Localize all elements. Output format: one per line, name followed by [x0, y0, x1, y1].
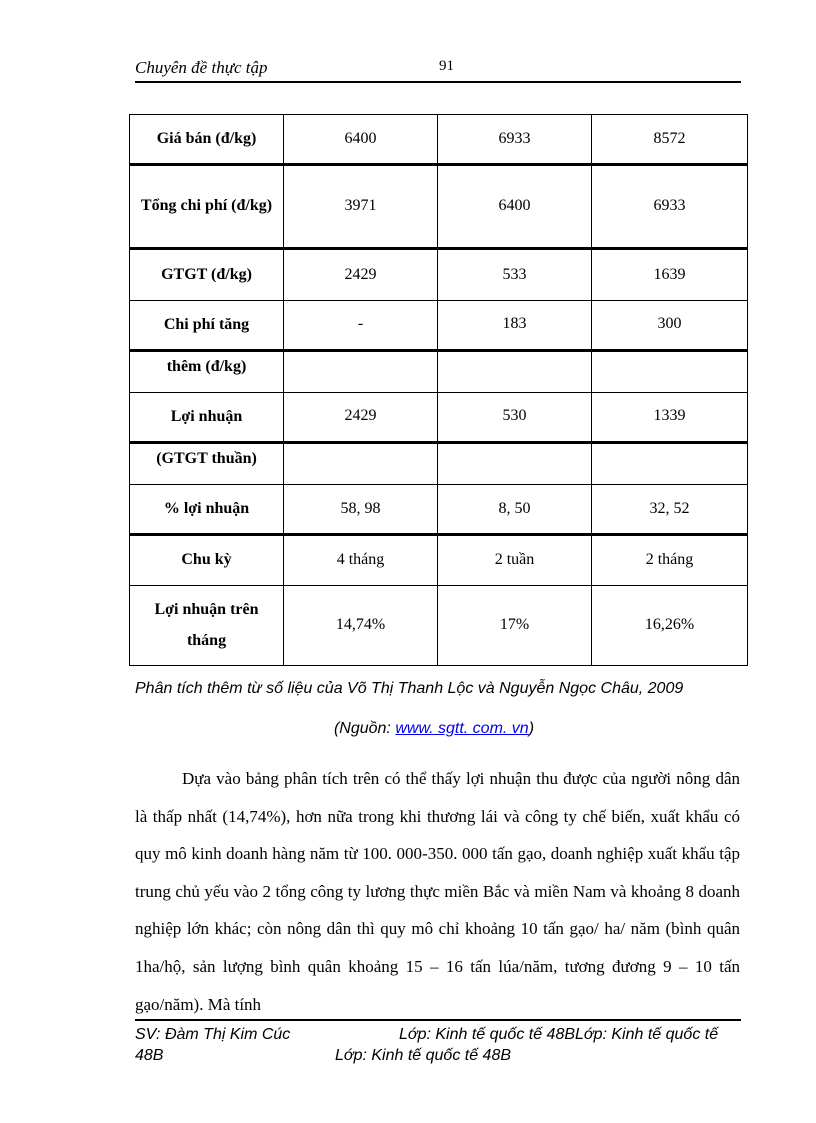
row-label: Lợi nhuận trên tháng	[130, 586, 284, 666]
table-cell: 58, 98	[284, 485, 438, 535]
source-suffix: )	[528, 720, 535, 737]
table-cell: 4 tháng	[284, 535, 438, 586]
body-paragraph: Dựa vào bảng phân tích trên có thể thấy lợi nhuận thu được của người nông dân là thấp nhất (14,74%), hơn nữa trong khi thương lái và công ty chế biến, xuất khẩu có quy mô kinh doanh hàng năm từ 100. 000-350. 000 tấn gạo, doanh nghiệp xuất khẩu tập trung chủ yếu vào 2 tổng công ty lương thực miền Bắc và miền Nam và khoảng 8 doanh nghiệp lớn khác; còn nông dân thì quy mô chỉ khoảng 10 tấn gạo/ ha/ năm (bình quân 1ha/hộ, sản lượng bình quân khoảng 15 – 16 tấn lúa/năm, tương đương 9 – 10 tấn gạo/năm). Mà tính	[135, 769, 740, 1014]
row-label: GTGT (đ/kg)	[130, 249, 284, 301]
table-cell: 2429	[284, 393, 438, 443]
table-cell	[592, 351, 748, 393]
table-cell: 3971	[284, 165, 438, 249]
row-label: Chi phí tăng	[130, 301, 284, 351]
row-label: (GTGT thuần)	[130, 443, 284, 485]
table-cell: 14,74%	[284, 586, 438, 666]
table-cell: 300	[592, 301, 748, 351]
footer-class-cont: 48B	[135, 1047, 164, 1064]
source-prefix: (Nguồn:	[333, 720, 396, 737]
page-number: 91	[439, 58, 454, 74]
table-cell: 17%	[438, 586, 592, 666]
table-cell: 2 tuần	[438, 535, 592, 586]
table-row	[130, 393, 748, 443]
footer-divider	[135, 1019, 741, 1021]
table-cell	[438, 443, 592, 485]
table-cell: 183	[438, 301, 592, 351]
table-row	[130, 301, 748, 351]
table-cell	[284, 351, 438, 393]
table-cell: 1639	[592, 249, 748, 301]
source-line	[0, 720, 816, 738]
table-cell: 2429	[284, 249, 438, 301]
footer-class: Lớp: Kinh tế quốc tế 48BLớp: Kinh tế quốc tế	[399, 1026, 719, 1043]
table-cell: 16,26%	[592, 586, 748, 666]
table-cell: 533	[438, 249, 592, 301]
table-row	[130, 586, 748, 666]
row-label: Chu kỳ	[130, 535, 284, 586]
table-row	[130, 443, 748, 485]
table-row	[130, 351, 748, 393]
table-row	[130, 115, 748, 165]
footer-class-repeat: Lớp: Kinh tế quốc tế 48B	[335, 1047, 512, 1064]
table-cell: 6933	[592, 165, 748, 249]
table-row	[130, 165, 748, 249]
table-cell: 8572	[592, 115, 748, 165]
page-header	[135, 56, 741, 83]
table-cell: 530	[438, 393, 592, 443]
table-cell	[284, 443, 438, 485]
table-cell	[438, 351, 592, 393]
table-cell: 8, 50	[438, 485, 592, 535]
footer-student: SV: Đàm Thị Kim Cúc	[135, 1026, 291, 1043]
table-cell: 6400	[284, 115, 438, 165]
data-table	[129, 114, 748, 666]
row-label: Tổng chi phí (đ/kg)	[130, 165, 284, 249]
row-label: thêm (đ/kg)	[130, 351, 284, 393]
table-row	[130, 249, 748, 301]
row-label: Giá bán (đ/kg)	[130, 115, 284, 165]
table-cell: 6933	[438, 115, 592, 165]
header-title: Chuyên đề thực tập	[135, 58, 268, 77]
table-cell: 6400	[438, 165, 592, 249]
table-caption: Phân tích thêm từ số liệu của Võ Thị Thanh Lộc và Nguyễn Ngọc Châu, 2009	[135, 680, 684, 697]
table-cell: 2 tháng	[592, 535, 748, 586]
table-cell: 1339	[592, 393, 748, 443]
table-row	[130, 485, 748, 535]
table-cell: -	[284, 301, 438, 351]
table-cell	[592, 443, 748, 485]
row-label: % lợi nhuận	[130, 485, 284, 535]
table-row	[130, 535, 748, 586]
source-link[interactable]: www. sgtt. com. vn	[395, 720, 529, 737]
row-label: Lợi nhuận	[130, 393, 284, 443]
table-cell: 32, 52	[592, 485, 748, 535]
